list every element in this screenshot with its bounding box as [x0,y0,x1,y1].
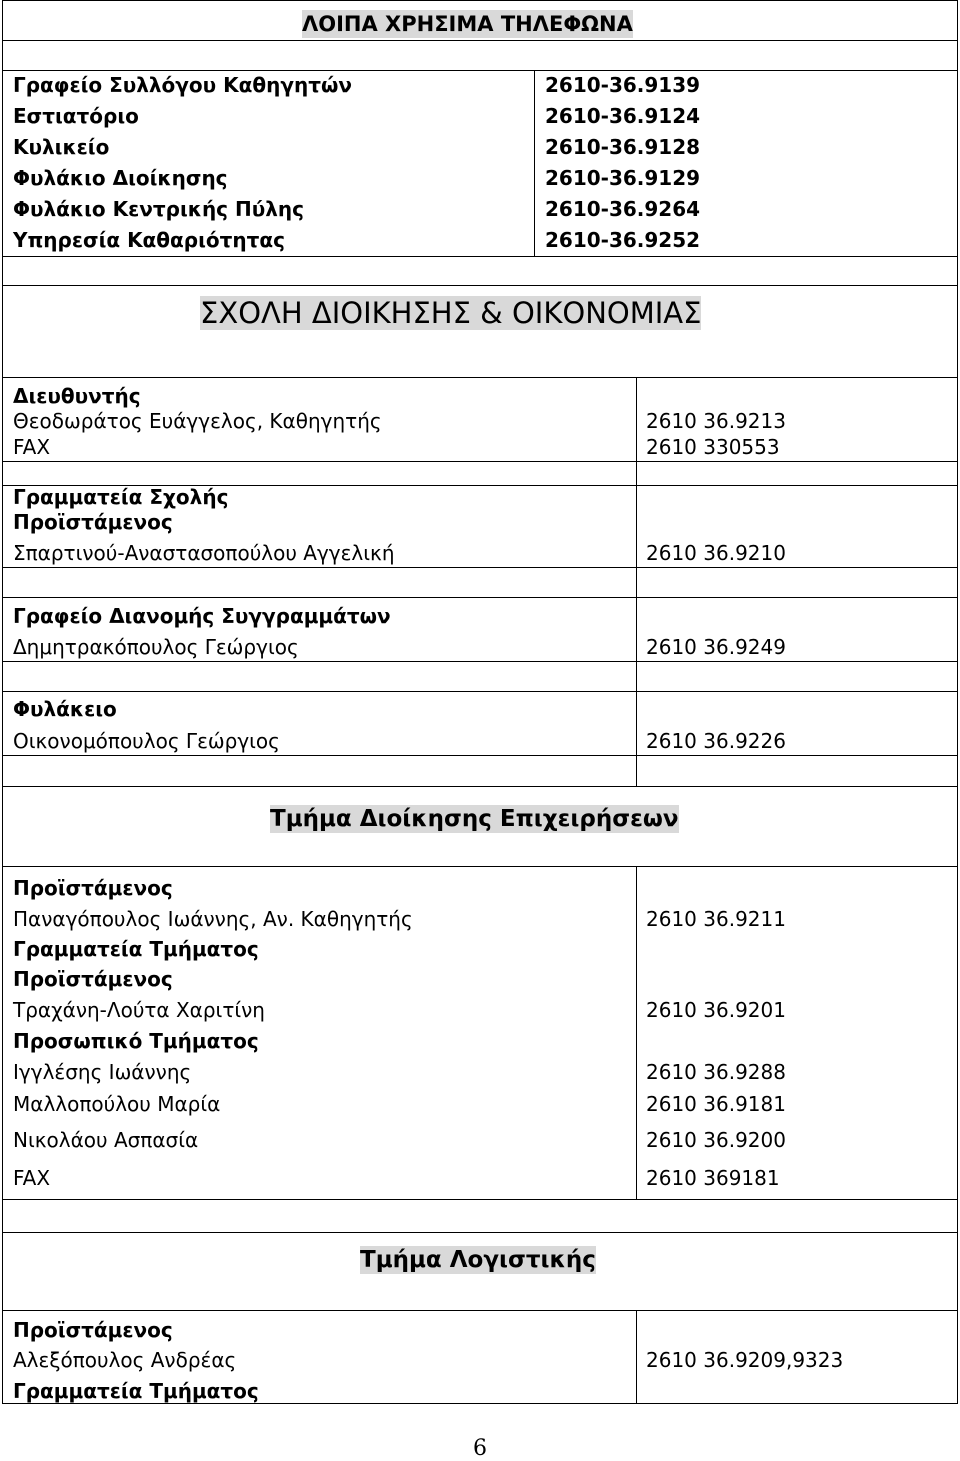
fax-label: FAX [13,435,51,459]
books-heading: Γραφείο Διανομής Συγγραμμάτων [13,604,391,628]
row-name: Φυλάκιο Κεντρικής Πύλης [13,197,304,221]
page-number: 6 [473,1436,487,1461]
business-staff-heading: Προσωπικό Τμήματος [13,1029,259,1053]
staff-phone: 2610 36.9181 [646,1092,786,1116]
staff-name: FAX [13,1166,51,1190]
row-name: Υπηρεσία Καθαριότητας [13,228,285,252]
row-phone: 2610-36.9129 [545,166,701,190]
guard-phone: 2610 36.9226 [646,729,786,753]
business-title: Τμήμα Διοίκησης Επιχειρήσεων [270,806,679,832]
business-head-phone: 2610 36.9211 [646,907,786,931]
secretariat-heading: Γραμματεία Σχολής [13,485,229,509]
guard-heading: Φυλάκειο [13,697,117,721]
accounting-head-name: Αλεξόπουλος Ανδρέας [13,1348,237,1372]
staff-name: Μαλλοπούλου Μαρία [13,1092,221,1116]
row-phone: 2610-36.9124 [545,104,701,128]
row-name: Γραφείο Συλλόγου Καθηγητών [13,73,352,97]
row-name: Εστιατόριο [13,104,139,128]
secretariat-name: Σπαρτινού-Αναστασοπούλου Αγγελική [13,541,395,565]
director-name: Θεοδωράτος Ευάγγελος, Καθηγητής [13,409,382,433]
accounting-head-phone: 2610 36.9209,9323 [646,1348,844,1372]
accounting-secretariat-heading: Γραμματεία Τμήματος [13,1379,259,1403]
accounting-title: Τμήμα Λογιστικής [360,1247,596,1273]
school-title: ΣΧΟΛΗ ΔΙΟΙΚΗΣΗΣ & ΟΙΚΟΝΟΜΙΑΣ [200,296,702,330]
row-phone: 2610-36.9128 [545,135,701,159]
books-phone: 2610 36.9249 [646,635,786,659]
business-head-heading: Προϊστάμενος [13,876,173,900]
staff-phone: 2610 369181 [646,1166,780,1190]
row-name: Φυλάκιο Διοίκησης [13,166,228,190]
row-phone: 2610-36.9252 [545,228,701,252]
business-secretariat-heading: Γραμματεία Τμήματος [13,937,259,961]
secretariat-sub: Προϊστάμενος [13,510,173,534]
director-heading: Διευθυντής [13,384,141,408]
business-secretariat-name: Τραχάνη-Λούτα Χαριτίνη [13,998,265,1022]
staff-phone: 2610 36.9288 [646,1060,786,1084]
director-phone: 2610 36.9213 [646,409,786,433]
guard-name: Οικονομόπουλος Γεώργιος [13,729,280,753]
staff-name: Νικολάου Ασπασία [13,1128,199,1152]
secretariat-phone: 2610 36.9210 [646,541,786,565]
staff-phone: 2610 36.9200 [646,1128,786,1152]
business-head-name: Παναγόπουλος Ιωάννης, Αν. Καθηγητής [13,907,413,931]
row-phone: 2610-36.9139 [545,73,701,97]
business-secretariat-phone: 2610 36.9201 [646,998,786,1022]
staff-name: Ιγγλέσης Ιωάννης [13,1060,192,1084]
section-title-other-phones: ΛΟΙΠΑ ΧΡΗΣΙΜΑ ΤΗΛΕΦΩΝΑ [302,12,633,36]
row-name: Κυλικείο [13,135,110,159]
accounting-head-heading: Προϊστάμενος [13,1318,173,1342]
row-phone: 2610-36.9264 [545,197,701,221]
books-name: Δημητρακόπουλος Γεώργιος [13,635,299,659]
business-secretariat-sub: Προϊστάμενος [13,967,173,991]
fax-phone: 2610 330553 [646,435,780,459]
